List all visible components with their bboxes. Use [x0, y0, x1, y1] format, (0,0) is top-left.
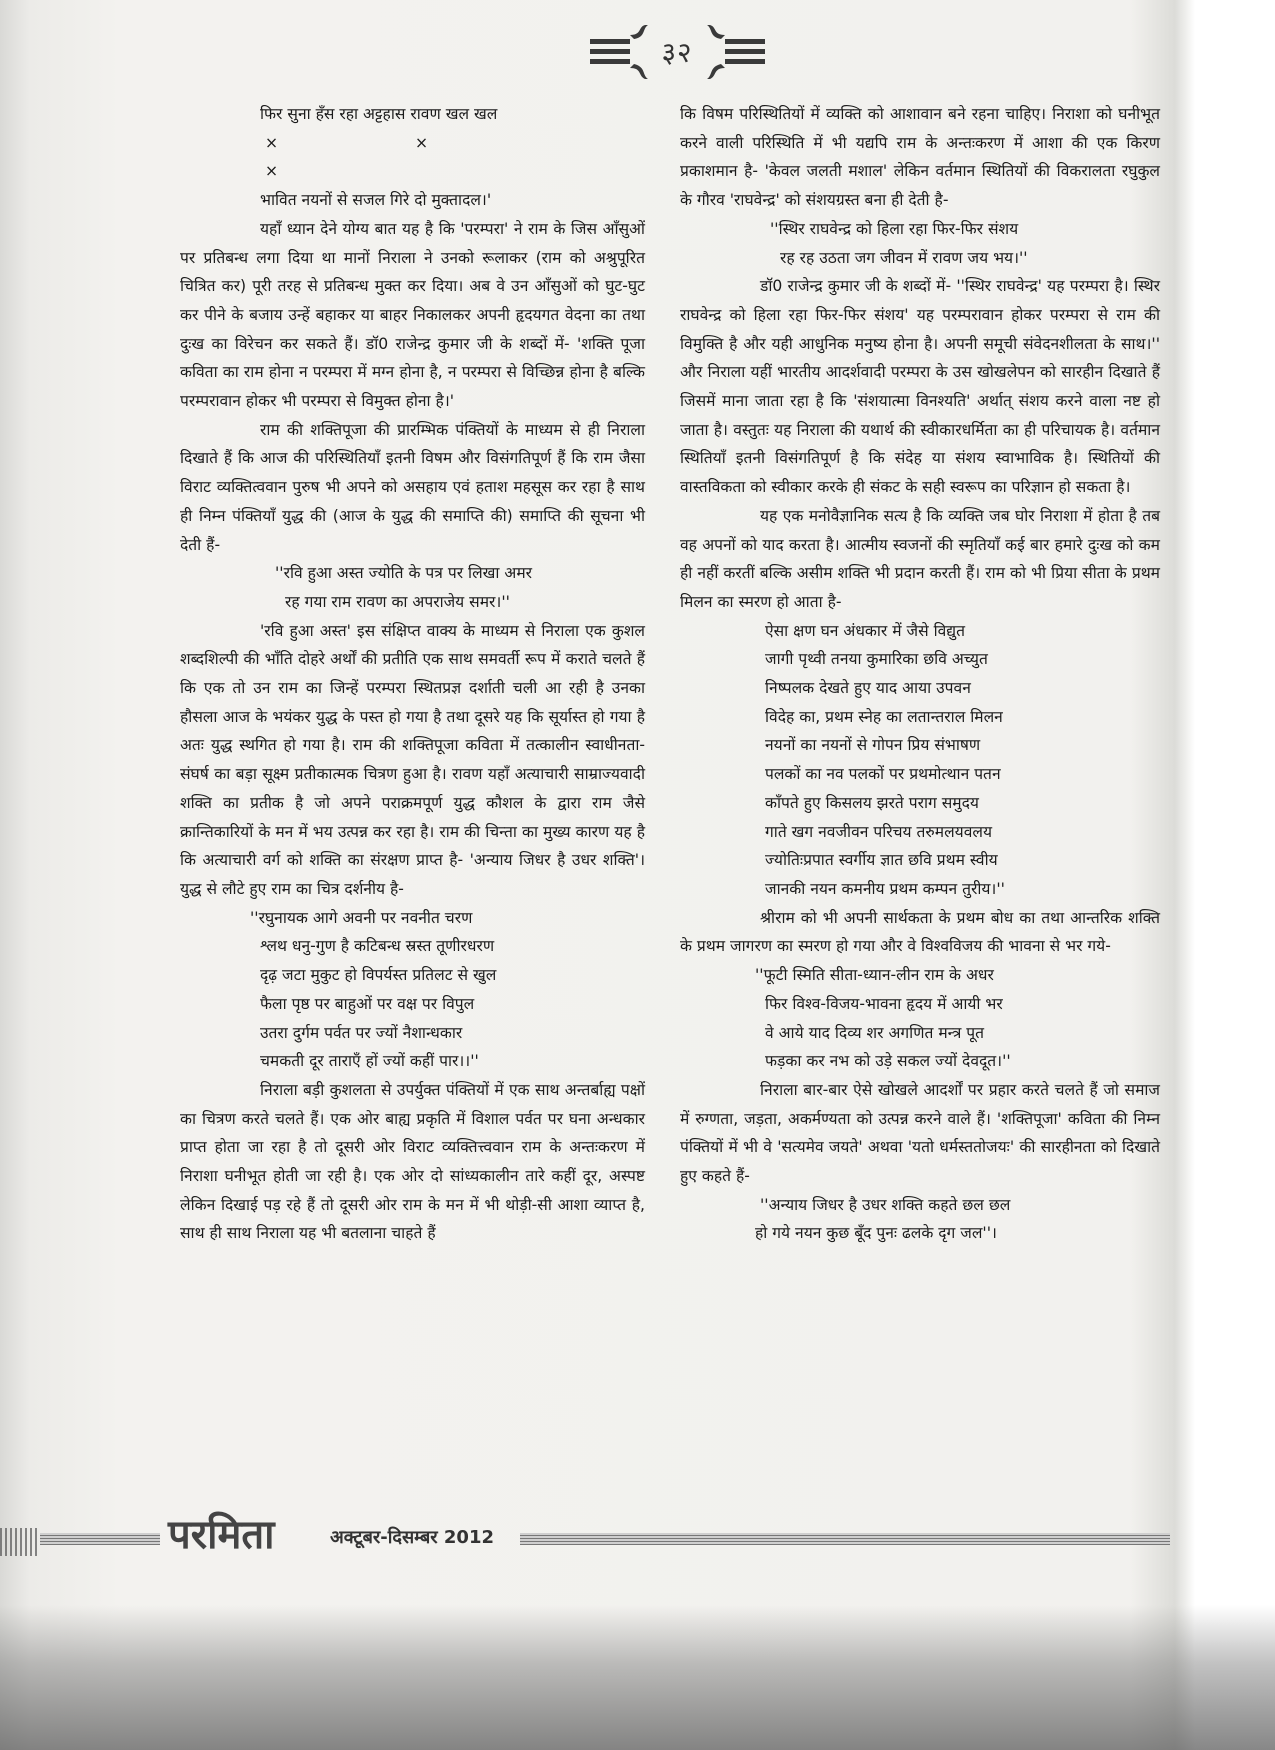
paragraph: डॉ0 राजेन्द्र कुमार जी के शब्दों में- ''स्थिर राघवेन्द्र' यह परम्परा है। स्थिर राघवेन्द्र को हिला रहा फिर-फिर संशय' यह परम्परावान होकर परम्परा से राम की विमुक्ति है और यही आधुनिक मनुष्य होना है। अपनी समूची संवेदनशीलता के साथ।'' और निराला यहीं भारतीय आदर्शवादी परम्परा के उस खोखलेपन को सारहीन दिखाते हैं जिसमें माना जाता रहा है कि 'संशयात्मा विनश्यति' अर्थात् संशय करने वाला नष्ट हो जाता है। वस्तुतः यह निराला की यथार्थ की स्वीकारधर्मिता का ही परिचायक है। वर्तमान स्थितियाँ इतनी विसंगतिपूर्ण है कि संदेह या संशय स्वाभाविक है। स्थितियों की वास्तविकता को स्वीकार करके ही संकट के सही स्वरूप का परिज्ञान हो सकता है। [680, 277, 1160, 497]
cross-mark: × [265, 133, 279, 152]
paragraph: यहाँ ध्यान देने योग्य बात यह है कि 'परम्परा' ने राम के जिस आँसुओं पर प्रतिबन्ध लगा दिया था मानों निराला ने उनको रूलाकर (राम को अश्रुपूरित चित्रित कर) पूरी तरह से प्रतिबन्ध मुक्त कर दिया। अब वे उन आँसुओं को घुट-घुट कर पीने के बजाय उन्हें बहाकर या बाहर निकालकर अपनी हृदयगत वेदना का तथा दुःख का विरेचन कर सकते हैं। डॉ0 राजेन्द्र कुमार जी के शब्दों में- 'शक्ति पूजा कविता का राम होना न परम्परा में मग्न होना है, न परम्परा से विच्छिन्न होना है बल्कि परम्परावान होकर भी परम्परा से विमुक्त होना है।' [180, 219, 645, 411]
verse-line: चमकती दूर ताराएँ हों ज्यों कहीं पार।।'' [260, 1052, 479, 1071]
verse-line: फैला पृष्ठ पर बाहुओं पर वक्ष पर विपुल [260, 994, 475, 1013]
verse-line: हो गये नयन कुछ बूँद पुनः ढलके दृग जल''। [755, 1224, 997, 1243]
verse-line: ''रघुनायक आगे अवनी पर नवनीत चरण [250, 908, 473, 927]
cross-mark: × [415, 133, 429, 152]
edge-decoration [0, 1528, 40, 1556]
verse-line: ज्योतिःप्रपात स्वर्गीय ज्ञात छवि प्रथम स्वीय [765, 851, 998, 870]
issue-date: अक्टूबर-दिसम्बर 2012 [330, 1527, 494, 1548]
page-footer [0, 1505, 1275, 1565]
verse-line: फिर सुना हँस रहा अट्टहास रावण खल खल [260, 105, 498, 123]
verse-line: निष्पलक देखते हुए याद आया उपवन [765, 679, 971, 698]
footer-rule [520, 1533, 1170, 1545]
verse-line: फड़का कर नभ को उड़े सकल ज्यों देवदूत।'' [765, 1052, 1011, 1071]
paragraph: श्रीराम को भी अपनी सार्थकता के प्रथम बोध का तथा आन्तरिक शक्ति के प्रथम जागरण का स्मरण हो गया और वे विश्वविजय की भावना से भर गये- [680, 908, 1160, 956]
page-header [590, 25, 765, 85]
paragraph: राम की शक्तिपूजा की प्रारम्भिक पंक्तियों के माध्यम से ही निराला दिखाते हैं कि आज की परिस्थितियाँ इतनी विषम और विसंगतिपूर्ण हैं कि राम जैसा विराट व्यक्तित्ववान पुरुष भी अपने को असहाय एवं हताश महसूस कर रहा है साथ ही निम्न पंक्तियाँ युद्ध की (आज के युद्ध की समाप्ति की) समाप्ति की सूचना भी देती हैं- [180, 420, 645, 554]
verse-line: पलकों का नव पलकों पर प्रथमोत्थान पतन [765, 765, 1001, 784]
paragraph: 'रवि हुआ अस्त' इस संक्षिप्त वाक्य के माध्यम से निराला एक कुशल शब्दशिल्पी की भाँति दोहरे अर्थों की प्रतीति एक साथ समवर्ती रूप में कराते चलते हैं कि एक तो उन राम का जिन्हें परम्परा स्थितप्रज्ञ दर्शाती चली आ रही है उनका हौसला आज के भयंकर युद्ध के पस्त हो गया है तथा दूसरे यह कि सूर्यास्त हो गया है अतः युद्ध स्थगित हो गया है। राम की शक्तिपूजा कविता में तत्कालीन स्वाधीनता-संघर्ष का बड़ा सूक्ष्म प्रतीकात्मक चित्रण हुआ है। रावण यहाँ अत्याचारी साम्राज्यवादी शक्ति का प्रतीक है जो अपने पराक्रमपूर्ण युद्ध कौशल के द्वारा राम जैसे क्रान्तिकारियों के मन में भय उत्पन्न कर रहा है। राम की चिन्ता का मुख्य कारण यह है कि अत्याचारी वर्ग को शक्ति का संरक्षण प्राप्त है- 'अन्याय जिधर है उधर शक्ति'। युद्ध से लौटे हुए राम का चित्र दर्शनीय है- [180, 621, 645, 898]
verse-line: गाते खग नवजीवन परिचय तरुमलयवलय [765, 822, 992, 841]
verse-line: फिर विश्व-विजय-भावना हृदय में आयी भर [765, 994, 1003, 1013]
verse-line: रह गया राम रावण का अपराजेय समर।'' [285, 592, 510, 611]
verse-line: विदेह का, प्रथम स्नेह का लतान्तराल मिलन [765, 707, 1003, 726]
left-column [180, 100, 645, 1248]
verse-line: दृढ़ जटा मुकुट हो विपर्यस्त प्रतिलट से खुल [260, 966, 497, 985]
verse-line: नयनों का नयनों से गोपन प्रिय संभाषण [765, 736, 981, 755]
paragraph: कि विषम परिस्थितियों में व्यक्ति को आशावान बने रहना चाहिए। निराशा को घनीभूत करने वाली परिस्थिति में भी यद्यपि राम के अन्तःकरण में आशा की एक किरण प्रकाशमान है- 'केवल जलती मशाल' लेकिन वर्तमान स्थितियों की विकरालता रघुकुल के गौरव 'राघवेन्द्र' को संशयग्रस्त बना ही देती है- [680, 105, 1160, 210]
paragraph: निराला बार-बार ऐसे खोखले आदर्शों पर प्रहार करते चलते हैं जो समाज में रुग्णता, जड़ता, अकर्मण्यता को उत्पन्न करने वाले हैं। 'शक्तिपूजा' कविता की निम्न पंक्तियों में भी वे 'सत्यमेव जयते' अथवा 'यतो धर्मस्ततोजयः' की सारहीनता को दिखाते हुए कहते हैं- [680, 1080, 1160, 1186]
section-break [180, 129, 645, 186]
page-number: ३२ [661, 36, 693, 69]
magazine-title: परमिता [168, 1511, 275, 1558]
verse-line: जागी पृथ्वी तनया कुमारिका छवि अच्युत [765, 650, 988, 669]
verse-line: ''फूटी स्मिति सीता-ध्यान-लीन राम के अधर [755, 966, 994, 985]
paragraph: यह एक मनोवैज्ञानिक सत्य है कि व्यक्ति जब घोर निराशा में होता है तब वह अपनों को याद करता है। आत्मीय स्वजनों की स्मृतियाँ कई बार हमारे दुःख को कम ही नहीं करतीं बल्कि असीम शक्ति भी प्रदान करती हैं। राम को भी प्रिया सीता के प्रथम मिलन का स्मरण हो आता है- [680, 506, 1160, 611]
verse-line: ''अन्याय जिधर है उधर शक्ति कहते छल छल [760, 1195, 1011, 1214]
paragraph: निराला बड़ी कुशलता से उपर्युक्त पंक्तियों में एक साथ अन्तर्बाह्य पक्षों का चित्रण करते चलते हैं। एक ओर बाह्य प्रकृति में विशाल पर्वत पर घना अन्धकार प्राप्त होता जा रहा है तो दूसरी ओर विराट व्यक्तित्त्ववान राम के अन्तःकरण में निराशा घनीभूत होती जा रही है। एक ओर दो सांध्यकालीन तारे कहीं दूर, अस्पष्ट लेकिन दिखाई पड़ रहे हैं तो दूसरी ओर राम के मन में भी थोड़ी-सी आशा व्याप्त है, साथ ही साथ निराला यह भी बतलाना चाहते हैं [180, 1080, 645, 1243]
verse-line: ''स्थिर राघवेन्द्र को हिला रहा फिर-फिर संशय [770, 219, 1019, 238]
verse-line: काँपते हुए किसलय झरते पराग समुदय [765, 793, 979, 812]
verse-line: जानकी नयन कमनीय प्रथम कम्पन तुरीय।'' [765, 879, 1005, 898]
footer-rule [40, 1533, 160, 1545]
verse-line: भावित नयनों से सजल गिरे दो मुक्तादल।' [260, 191, 492, 210]
right-column [680, 100, 1160, 1248]
cross-mark: × [265, 162, 279, 181]
verse-line: ऐसा क्षण घन अंधकार में जैसे विद्युत [765, 621, 966, 640]
scan-shadow [0, 1605, 1275, 1750]
verse-line: रह रह उठता जग जीवन में रावण जय भय।'' [780, 248, 1028, 267]
verse-line: उतरा दुर्गम पर्वत पर ज्यों नैशान्धकार [260, 1023, 463, 1042]
verse-line: ''रवि हुआ अस्त ज्योति के पत्र पर लिखा अमर [275, 564, 533, 583]
verse-line: वे आये याद दिव्य शर अगणित मन्त्र पूत [765, 1023, 985, 1042]
verse-line: श्लथ धनु-गुण है कटिबन्ध स्रस्त तूणीरधरण [260, 937, 495, 956]
